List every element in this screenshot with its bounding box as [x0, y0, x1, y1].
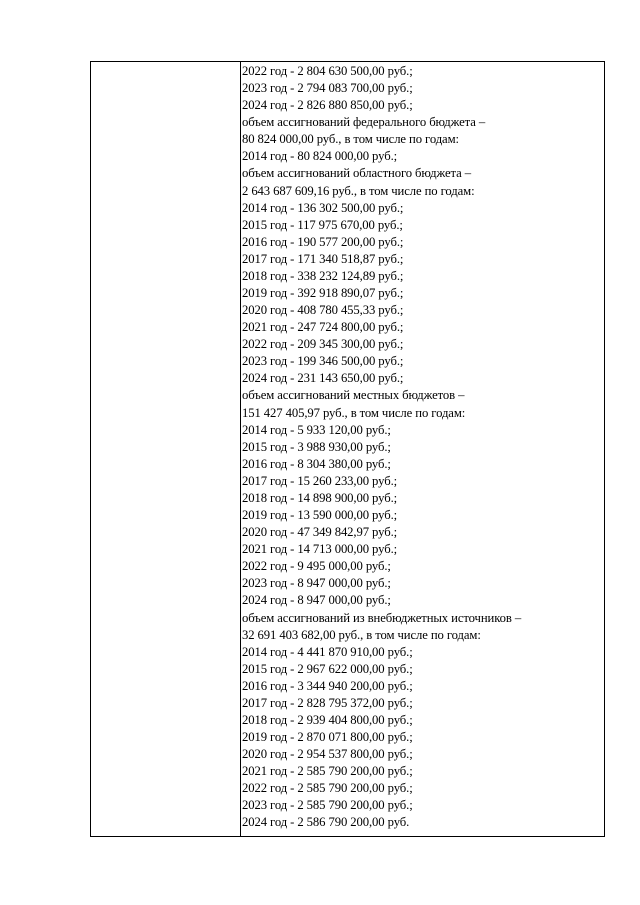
text-line: 2022 год - 209 345 300,00 руб.; — [242, 337, 404, 352]
text-line: 2019 год - 13 590 000,00 руб.; — [242, 508, 398, 523]
text-line: 2024 год - 231 143 650,00 руб.; — [242, 371, 404, 386]
section-total-extrabudgetary: 32 691 403 682,00 руб., в том числе по годам: — [242, 627, 481, 642]
text-line: 2023 год - 8 947 000,00 руб.; — [242, 576, 391, 591]
section-heading-extrabudgetary: объем ассигнований из внебюджетных источников – — [242, 610, 522, 625]
section-total-federal: 80 824 000,00 руб., в том числе по годам: — [242, 132, 459, 147]
text-line: 2017 год - 15 260 233,00 руб.; — [242, 473, 398, 488]
text-line: 2022 год - 9 495 000,00 руб.; — [242, 559, 391, 574]
text-line: 2017 год - 171 340 518,87 руб.; — [242, 251, 404, 266]
text-line: 2020 год - 2 954 537 800,00 руб.; — [242, 747, 413, 762]
text-line: 2023 год - 2 794 083 700,00 руб.; — [242, 81, 413, 96]
text-line: 2020 год - 408 780 455,33 руб.; — [242, 303, 404, 318]
section-heading-federal: объем ассигнований федерального бюджета – — [242, 115, 486, 130]
text-line: 2019 год - 392 918 890,07 руб.; — [242, 286, 404, 301]
section-heading-regional: объем ассигнований областного бюджета – — [242, 166, 471, 181]
text-line: 2015 год - 2 967 622 000,00 руб.; — [242, 661, 413, 676]
text-line: 2024 год - 2 826 880 850,00 руб.; — [242, 98, 413, 113]
text-line: 2016 год - 3 344 940 200,00 руб.; — [242, 678, 413, 693]
text-line: 2024 год - 8 947 000,00 руб.; — [242, 593, 391, 608]
text-line: 2015 год - 3 988 930,00 руб.; — [242, 439, 391, 454]
text-line: 2022 год - 2 585 790 200,00 руб.; — [242, 781, 413, 796]
text-line: 2021 год - 2 585 790 200,00 руб.; — [242, 764, 413, 779]
table-right-cell — [242, 63, 602, 832]
text-line: 2014 год - 4 441 870 910,00 руб.; — [242, 644, 413, 659]
text-line: 2020 год - 47 349 842,97 руб.; — [242, 525, 398, 540]
text-line: 2014 год - 5 933 120,00 руб.; — [242, 422, 391, 437]
text-line: 2016 год - 8 304 380,00 руб.; — [242, 456, 391, 471]
text-line: 2022 год - 2 804 630 500,00 руб.; — [242, 64, 413, 78]
text-line: 2018 год - 2 939 404 800,00 руб.; — [242, 712, 413, 727]
funding-table — [90, 61, 605, 837]
text-line: 2021 год - 14 713 000,00 руб.; — [242, 542, 398, 557]
text-line: 2019 год - 2 870 071 800,00 руб.; — [242, 730, 413, 745]
text-line: 2014 год - 80 824 000,00 руб.; — [242, 149, 398, 164]
section-heading-local: объем ассигнований местных бюджетов – — [242, 388, 465, 403]
text-line: 2018 год - 338 232 124,89 руб.; — [242, 268, 404, 283]
text-line: 2024 год - 2 586 790 200,00 руб. — [242, 815, 410, 830]
text-line: 2023 год - 199 346 500,00 руб.; — [242, 354, 404, 369]
text-line: 2017 год - 2 828 795 372,00 руб.; — [242, 695, 413, 710]
text-line: 2016 год - 190 577 200,00 руб.; — [242, 234, 404, 249]
text-line: 2015 год - 117 975 670,00 руб.; — [242, 217, 403, 232]
text-line: 2014 год - 136 302 500,00 руб.; — [242, 200, 404, 215]
section-total-regional: 2 643 687 609,16 руб., в том числе по годам: — [242, 183, 475, 198]
section-total-local: 151 427 405,97 руб., в том числе по годам: — [242, 405, 466, 420]
table-left-cell — [91, 62, 241, 836]
text-line: 2018 год - 14 898 900,00 руб.; — [242, 490, 398, 505]
text-line: 2023 год - 2 585 790 200,00 руб.; — [242, 798, 413, 813]
text-line: 2021 год - 247 724 800,00 руб.; — [242, 320, 404, 335]
